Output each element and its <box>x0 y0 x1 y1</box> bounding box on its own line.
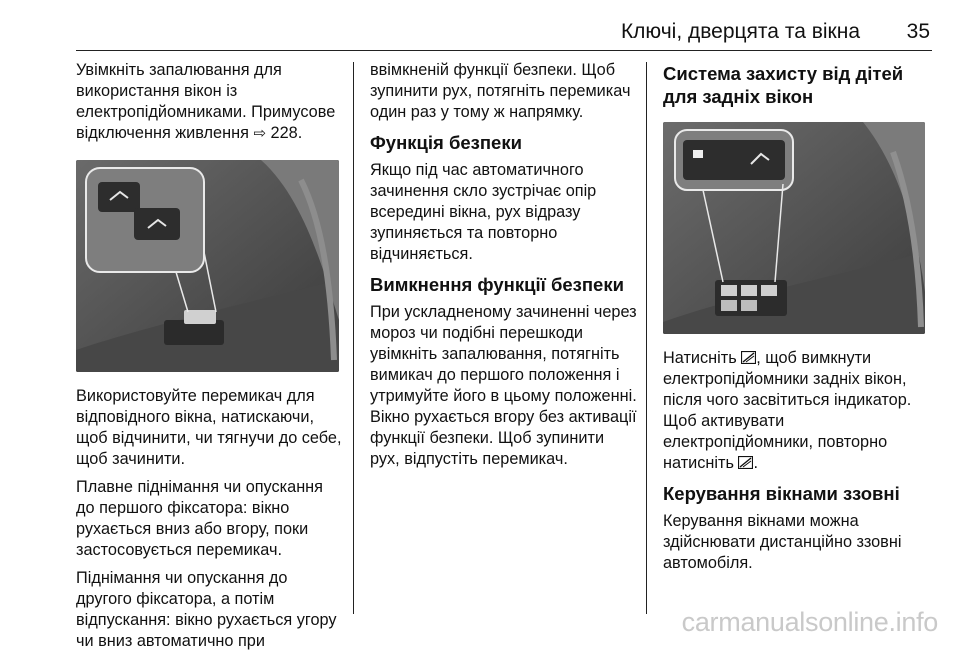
column-3 <box>663 60 931 581</box>
paragraph-use-switch: Використовуйте перемикач для відповідного вікна, натискаючи, щоб відчинити, чи тягнучи до себе, щоб зачинити. <box>76 387 342 468</box>
header-rule <box>76 50 932 51</box>
watermark: carmanualsonline.info <box>681 607 938 637</box>
child-lock-window-icon <box>741 351 756 364</box>
heading-disable-safety: Вимкнення функції безпеки <box>370 274 624 295</box>
child-lock-figure <box>663 122 925 334</box>
paragraph-continued: ввімкненій функції безпеки. Щоб зупинити рух, потягніть перемикач один раз у тому ж напрямку. <box>370 61 631 121</box>
intro-paragraph <box>76 60 344 144</box>
window-switch-figure <box>76 160 339 372</box>
paragraph-safety-function: Якщо під час автоматичного зачинення скло зустрічає опір всередині вікна, рух відразу зупиняється та повторно відчиняється. <box>370 161 597 263</box>
column-divider-2 <box>646 62 647 614</box>
column-1 <box>76 60 344 659</box>
paragraph-disable-safety: При ускладненому зачиненні через мороз чи подібні перешкоди увімкніть запалювання, потягніть вимикач до першого положення і утримуйте його в цьому положенні. Вікно рухається вгору без активації функції безпеки. Щоб зупинити рух, відпустіть перемикач. <box>370 303 637 468</box>
child-lock-text-c: . <box>753 454 758 472</box>
header-title: Ключі, дверцята та вікна <box>620 20 860 43</box>
column-divider-1 <box>353 62 354 614</box>
paragraph-first-detent: Плавне піднімання чи опускання до першого фіксатора: вікно рухається вниз або вгору, поки застосовується перемикач. <box>76 478 323 559</box>
paragraph-remote-control: Керування вікнами можна здійснювати дистанційно ззовні автомобіля. <box>663 512 902 572</box>
intro-text: Увімкніть запалювання для використання вікон із електропідйомниками. Примусове відключення живлення <box>76 61 336 142</box>
child-lock-window-icon-2 <box>738 456 753 469</box>
heading-safety-function: Функція безпеки <box>370 132 522 153</box>
intro-ref-page: 228. <box>270 124 303 142</box>
paragraph-child-lock <box>663 348 931 474</box>
arrow-ref-icon: ⇨ <box>253 125 267 142</box>
page-number: 35 <box>906 20 930 43</box>
child-lock-text-a: Натисніть <box>663 349 737 367</box>
heading-remote-control: Керування вікнами ззовні <box>663 483 900 504</box>
column-2 <box>370 60 638 477</box>
heading-child-safety: Система захисту від дітей для задніх вікон <box>663 63 904 107</box>
paragraph-second-detent: Піднімання чи опускання до другого фіксатора, а потім відпускання: вікно рухається угору чи вниз автоматично при <box>76 569 337 650</box>
child-lock-text-b: , щоб вимкнути електропідйомники задніх вікон, після чого засвітиться індикатор. Щоб активувати електропідйомники, повторно натисніть <box>663 349 912 472</box>
